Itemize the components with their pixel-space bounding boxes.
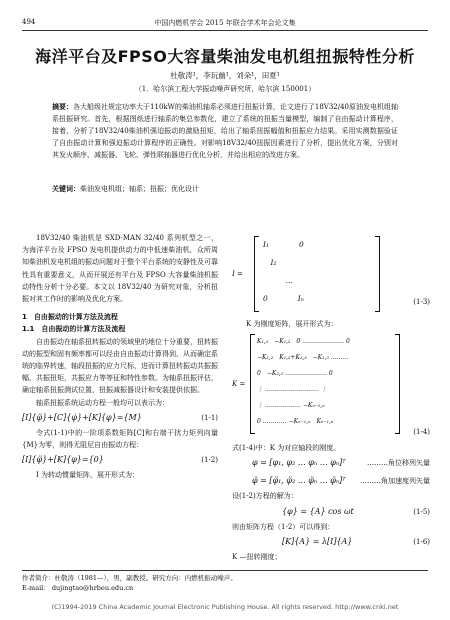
equation-body: φ = [φ₁, φ₂ … φₙ … φₙ]ᵀ xyxy=(252,458,346,468)
running-header xyxy=(22,18,428,31)
equation-body: φ̈ = [φ̈₁, φ̈₂ … φ̈ₙ … φ̈ₙ]ᵀ xyxy=(252,476,346,486)
equation-note: ………角位移列矢量 xyxy=(367,459,430,468)
equation-number: (1-2) xyxy=(201,456,218,465)
equation-number: (1-1) xyxy=(201,413,218,422)
matrix-row: I₁ 0 xyxy=(263,240,304,249)
body-paragraph: 轴系扭振系统运动方程一般均可以表示为： xyxy=(36,398,169,407)
equation-number: (1-3) xyxy=(413,298,430,306)
matrix-I-block xyxy=(232,232,430,318)
equation-body: [I]{φ̈}+[K]{φ}={0} xyxy=(22,455,104,465)
body-paragraph: 令式(1-1)中的一阶项系数矩阵[C]和右端干扰力矩列向量{M}为零，则得无阻尼自由振动方程： xyxy=(22,428,218,450)
equation-body: [I]{φ̈}+[C]{φ̇}+[K]{φ}={M} xyxy=(22,412,142,422)
section-heading-1: 1 自由振动的计算方法及流程 xyxy=(22,313,118,322)
abstract-label: 摘要： xyxy=(52,102,74,111)
keywords-text: 柴油发电机组；轴系；扭振；优化设计 xyxy=(80,185,199,193)
affiliation: （1．哈尔滨工程大学振动噪声研究所，哈尔滨 150001） xyxy=(134,85,316,93)
equation-1-5 xyxy=(232,503,430,521)
keywords xyxy=(52,184,398,194)
left-column xyxy=(22,232,218,481)
author-bio: 作者简介：杜敬涛（1981—），男，副教授。研究方向：内燃机振动噪声。 xyxy=(22,574,237,582)
keywords-label: 关键词： xyxy=(52,184,80,193)
body-paragraph: 则由矩阵方程（1-2）可以得到： xyxy=(232,522,335,531)
subsection-heading-1-1: 1.1 自由振动的计算方法及流程 xyxy=(22,325,126,334)
equation-note: ………角加速度列矢量 xyxy=(360,477,430,486)
matrix-row: −K₁,₂ K₁,₂+K₂,₃ −K₂,₃ ……… xyxy=(257,354,349,362)
author-email: E-mail： dujingtao@hrbeu.edu.cn xyxy=(22,584,134,592)
body-paragraph: I 为转动惯量矩阵，展开形式为： xyxy=(36,471,139,480)
matrix-row: K₁,₂ −K₁,₂ 0 ………………… 0 xyxy=(257,338,350,346)
matrix-row: ⋮ ……………… −Kₙ₋₁,ₙ xyxy=(257,402,325,410)
equation-number: (1-5) xyxy=(413,507,430,516)
paper-title: 海洋平台及FPSO大容量柴油发电机组扭振特性分析 xyxy=(35,47,415,66)
matrix-K-label: K = xyxy=(232,380,246,389)
matrix-row: I₂ xyxy=(263,258,277,267)
intro-paragraph: 18V32/40 柴油机是 SXD-MAN 32/40 系列机型之一，为海洋平台及 FPSO 发电机提供动力的中低速柴油机，众所周知柴油机发电机组的振动问题对于整个平台系统的安静性及可靠性具有重要意义，从而开展还有平台及 FPSO 大容量柴油机振动特性分析十分必要。本文以 18V32/40 为研究对象，分析扭振对其工作时的影响及优化方案。 xyxy=(22,234,218,304)
equation-phi xyxy=(232,454,430,472)
matrix-K-block xyxy=(232,330,430,442)
abstract-text: 各大船级社规定功率大于110kW的柴油机轴系必须进行扭振计算，论文进行了18V32/40原油发电机组轴系扭振研究。首先，根据图纸进行轴系的集总参数化，建立了系统的扭振当量模型，编制了自由振动计算程序，接着，分析了18V32/40柴油机强迫振动的激励扭矩，给出了轴系扭振幅值和扭振应力结果。采用实测数据验证了自由振动计算和强迫振动计算程序的正确性。对影响18V32/40扭振因素进行了分析，提出优化方案，分别对其发火顺序、减振器、飞轮、弹性联轴器进行优化分析，并给出相应的改进方案。 xyxy=(52,103,399,159)
equation-number: (1-6) xyxy=(413,537,430,546)
equation-phi-ddot xyxy=(232,472,430,490)
body-paragraph: 自由振动在轴系扭转振动的领域里的地位十分重要，扭转振动的振型和固有频率都可以经由自由振动计算得到，从而确定系统的临界转速，轴段扭振的应力尺标，进而计算扭转振动共振振幅，共振扭矩，共振应力等等征和特性参数。为轴系扭振评估，确定轴系扭振测试位置，扭振减振器设计和安装提供依据。 xyxy=(22,337,218,395)
matrix-row: 0 −K₂,₃ ………………… 0 xyxy=(257,370,333,378)
right-column xyxy=(232,232,430,563)
body-paragraph: 设(1-2)方程的解为： xyxy=(232,492,298,501)
equation-body: {φ} = {A} cos ωt xyxy=(282,506,354,516)
author-list: 杜敬涛¹，李玩幽¹，刘朵¹，田夏¹ xyxy=(170,71,280,80)
abstract xyxy=(52,101,398,161)
matrix-row: 0 ………… −Kₙ₋₁,ₙ Kₙ₋₁,ₙ xyxy=(257,418,334,426)
copyright-notice: (C)1994-2019 China Academic Journal Electronic Publishing House. All rights reserved. http://www.cnki.net xyxy=(51,603,399,611)
matrix-row: … xyxy=(263,276,293,285)
equation-1-1 xyxy=(22,409,218,427)
matrix-row: ⋮ ……………………… ⋮ xyxy=(257,386,327,394)
equation-number: (1-4) xyxy=(413,428,430,437)
equation-1-2 xyxy=(22,451,218,469)
page-number: 494 xyxy=(22,18,36,26)
journal-name: 中国内燃机学会 2015 年联合学术年会论文集 xyxy=(154,19,296,27)
body-paragraph: 式(1-4)中：K 为对应轴段的刚度。 xyxy=(232,444,341,453)
matrix-K xyxy=(250,334,400,434)
body-paragraph: K 为刚度矩阵，展开形式为： xyxy=(246,320,338,328)
matrix-I xyxy=(254,236,380,312)
equation-1-6 xyxy=(232,533,430,551)
body-paragraph: K —扭转刚度； xyxy=(232,552,282,561)
equation-body: [K]{A} = λ[I]{A} xyxy=(282,536,353,546)
matrix-row: 0 Iₙ xyxy=(263,294,304,303)
matrix-I-label: I = xyxy=(232,270,243,278)
footnote xyxy=(22,570,428,593)
